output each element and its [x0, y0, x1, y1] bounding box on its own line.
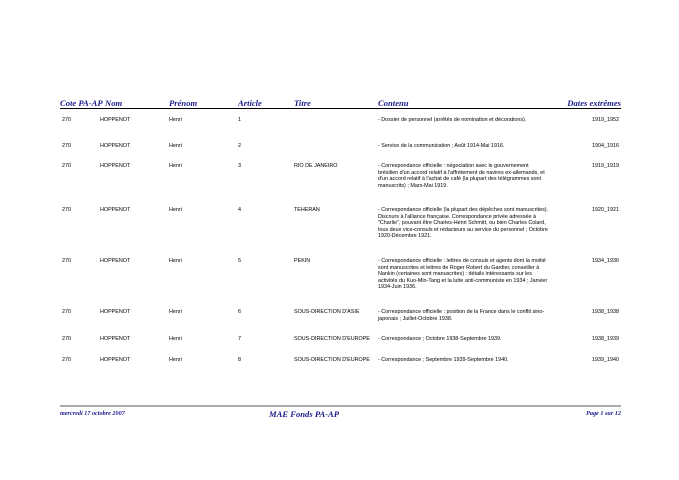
cell-dates: 1938_1939 — [592, 336, 619, 342]
cell-dates: 1904_1916 — [592, 143, 619, 149]
cell-prenom: Henri — [169, 357, 182, 363]
cell-contenu: - Service de la communication ; Août 1914-Mai 1916. — [378, 143, 505, 149]
cell-prenom: Henri — [169, 207, 182, 213]
cell-nom: HOPPENOT — [100, 143, 131, 149]
cell-contenu: - Correspondance officielle : négociation avec le gouvernement brésilien d'un accord relatif à l'affrètement de navires ex-allemands, et d'un accord relatif à l'achat de café (la plupart des télégrammes sont manuscrits) ; Mars-Mai 1919. — [378, 163, 545, 189]
cell-titre: TEHERAN — [294, 207, 320, 213]
cell-prenom: Henri — [169, 163, 182, 169]
cell-prenom: Henri — [169, 258, 182, 264]
cell-contenu: - Correspondance ; Octobre 1938-Septembre 1939. — [378, 336, 502, 342]
cell-article: 2 — [238, 143, 241, 149]
cell-titre: SOUS-DIRECTION D'EUROPE — [294, 336, 370, 342]
cell-dates: 1934_1936 — [592, 258, 619, 264]
cell-article: 8 — [238, 357, 241, 363]
cell-article: 7 — [238, 336, 241, 342]
header-nom: Nom — [105, 98, 123, 108]
cell-titre: SOUS-DIRECTION D'EUROPE — [294, 357, 370, 363]
cell-titre: RIO DE JANEIRO — [294, 163, 338, 169]
cell-prenom: Henri — [169, 336, 182, 342]
cell-nom: HOPPENOT — [100, 309, 131, 315]
header-dates: Dates extrêmes — [567, 98, 621, 108]
cell-cote: 270 — [62, 117, 71, 123]
cell-cote: 270 — [62, 336, 71, 342]
cell-titre: PEKIN — [294, 258, 311, 264]
header-titre: Titre — [294, 98, 311, 108]
cell-dates: 1919_1919 — [592, 163, 619, 169]
cell-article: 1 — [238, 117, 241, 123]
footer-page-number: Page 1 sur 12 — [586, 410, 621, 417]
footer-fonds: MAE Fonds PA-AP — [269, 409, 340, 419]
header-rule — [60, 108, 621, 109]
cell-cote: 270 — [62, 143, 71, 149]
page-footer — [0, 409, 679, 421]
cell-dates: 1938_1938 — [592, 309, 619, 315]
cell-nom: HOPPENOT — [100, 207, 131, 213]
cell-nom: HOPPENOT — [100, 258, 131, 264]
header-prenom: Prénom — [169, 98, 198, 108]
cell-cote: 270 — [62, 309, 71, 315]
cell-nom: HOPPENOT — [100, 163, 131, 169]
cell-contenu: - Correspondance ; Septembre 1939-Septembre 1940. — [378, 357, 509, 363]
footer-rule — [60, 405, 621, 407]
cell-dates: 1939_1940 — [592, 357, 619, 363]
cell-cote: 270 — [62, 357, 71, 363]
cell-contenu: - Dossier de personnel (arrêtés de nomination et décorations). — [378, 117, 527, 123]
cell-article: 3 — [238, 163, 241, 169]
cell-nom: HOPPENOT — [100, 117, 131, 123]
cell-article: 6 — [238, 309, 241, 315]
cell-article: 4 — [238, 207, 241, 213]
cell-cote: 270 — [62, 207, 71, 213]
cell-contenu: - Correspondance officielle : lettres de consuls et agents dont la moitié sont manuscrites et lettres de Roger Robert du Gardier, conseiller à Nankin (certaines sont manuscrites) : détails intéressants sur les activités du Kuo-Min-Tang et la lutte anti-communiste en 1934 ; Janvier 1934-Juin 1936. — [378, 258, 548, 291]
cell-contenu: - Correspondance officielle (la plupart des dépêches sont manuscrites). Discours à l'alliance française. Correspondance privée adressée à "Charlie", pouvant être Charles-Henri Schmitt, ou bien Charles Colard, tous deux vice-consuls et rédacteurs au service du personnel ; Octobre 1920-Décembre 1921. — [378, 207, 549, 240]
header-cote: Cote PA-AP — [60, 98, 103, 108]
cell-article: 5 — [238, 258, 241, 264]
cell-prenom: Henri — [169, 143, 182, 149]
cell-dates: 1920_1921 — [592, 207, 619, 213]
cell-dates: 1919_1952 — [592, 117, 619, 123]
header-contenu: Contenu — [378, 98, 409, 108]
cell-prenom: Henri — [169, 309, 182, 315]
footer-date: mercredi 17 octobre 2007 — [60, 410, 125, 417]
cell-cote: 270 — [62, 258, 71, 264]
cell-prenom: Henri — [169, 117, 182, 123]
cell-contenu: - Correspondance officielle : position de la France dans le conflit sino-japonais ; Juillet-Octobre 1938. — [378, 309, 545, 322]
header-article: Article — [238, 98, 262, 108]
cell-nom: HOPPENOT — [100, 357, 131, 363]
cell-titre: SOUS-DIRECTION D'ASIE — [294, 309, 360, 315]
cell-nom: HOPPENOT — [100, 336, 131, 342]
cell-cote: 270 — [62, 163, 71, 169]
